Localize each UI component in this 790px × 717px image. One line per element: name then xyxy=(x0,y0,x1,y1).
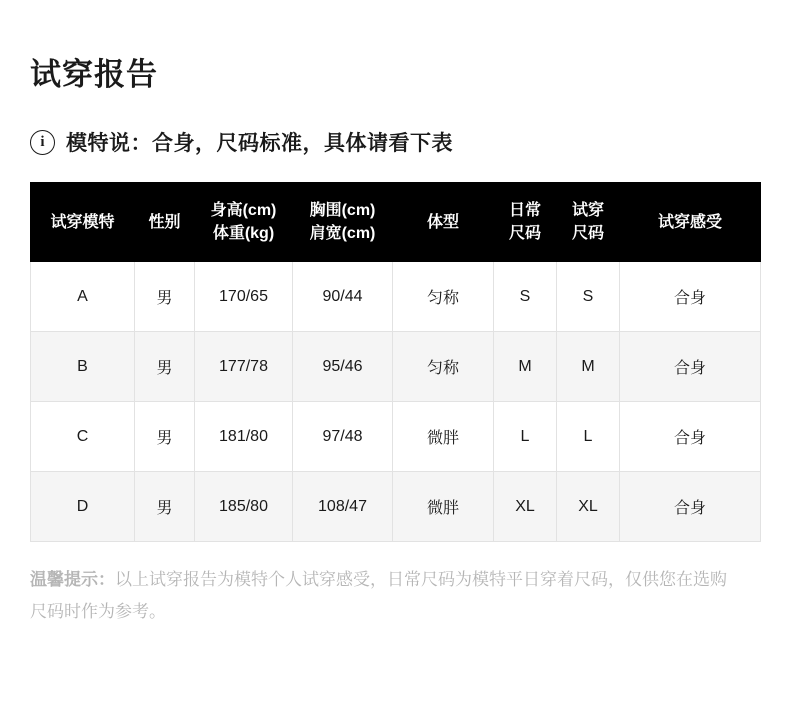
column-header-daily-size-line1: 日常 xyxy=(508,202,541,219)
column-header-chest-shoulder-line1: 胸围(cm) xyxy=(309,202,376,219)
cell-gender: 男 xyxy=(135,402,195,472)
column-header-daily-size xyxy=(494,183,557,262)
column-header-gender xyxy=(135,183,195,262)
model-note-label: 模特说：合身，尺码标准，具体请看下表 xyxy=(66,132,453,156)
cell-feeling: 合身 xyxy=(620,402,761,472)
table-header-row xyxy=(31,183,761,262)
cell-body-type: 微胖 xyxy=(393,472,494,542)
cell-body-type: 匀称 xyxy=(393,262,494,332)
page-title: 试穿报告 xyxy=(30,57,158,92)
column-header-fit-size xyxy=(557,183,620,262)
tips-note xyxy=(30,564,730,627)
column-header-fit-size-line1: 试穿 xyxy=(571,202,604,219)
column-header-height-weight-line2: 体重(kg) xyxy=(212,225,275,243)
model-note xyxy=(30,127,760,157)
cell-height-weight: 170/65 xyxy=(195,262,293,332)
cell-fit-size: S xyxy=(557,262,620,332)
column-header-daily-size-line2: 尺码 xyxy=(508,225,541,243)
cell-daily-size: XL xyxy=(494,472,557,542)
cell-fit-size: M xyxy=(557,332,620,402)
cell-chest-shoulder: 95/46 xyxy=(293,332,393,402)
table-row xyxy=(31,472,761,542)
cell-chest-shoulder: 108/47 xyxy=(293,472,393,542)
cell-model: B xyxy=(31,332,135,402)
cell-fit-size: XL xyxy=(557,472,620,542)
fit-report-table xyxy=(30,182,761,542)
cell-height-weight: 181/80 xyxy=(195,402,293,472)
column-header-height-weight-line1: 身高(cm) xyxy=(210,202,277,219)
column-header-feeling-line1: 试穿感受 xyxy=(657,213,722,231)
cell-feeling: 合身 xyxy=(620,262,761,332)
cell-feeling: 合身 xyxy=(620,472,761,542)
cell-daily-size: M xyxy=(494,332,557,402)
column-header-body-type xyxy=(393,183,494,262)
cell-model: A xyxy=(31,262,135,332)
cell-daily-size: S xyxy=(494,262,557,332)
cell-chest-shoulder: 90/44 xyxy=(293,262,393,332)
cell-model: D xyxy=(31,472,135,542)
table-row xyxy=(31,332,761,402)
column-header-fit-size-line2: 尺码 xyxy=(571,225,604,243)
column-header-height-weight xyxy=(195,183,293,262)
tips-label: 温馨提示： xyxy=(30,570,115,590)
column-header-body-type-line1: 体型 xyxy=(426,213,459,231)
table-row xyxy=(31,402,761,472)
column-header-model xyxy=(31,183,135,262)
cell-fit-size: L xyxy=(557,402,620,472)
cell-height-weight: 185/80 xyxy=(195,472,293,542)
cell-body-type: 微胖 xyxy=(393,402,494,472)
column-header-feeling xyxy=(620,183,761,262)
tips-text: 以上试穿报告为模特个人试穿感受，日常尺码为模特平日穿着尺码，仅供您在选购尺码时作为参考。 xyxy=(30,570,727,621)
cell-daily-size: L xyxy=(494,402,557,472)
info-icon: i xyxy=(30,130,55,155)
column-header-model-line1: 试穿模特 xyxy=(50,213,115,231)
cell-body-type: 匀称 xyxy=(393,332,494,402)
table-row xyxy=(31,262,761,332)
cell-height-weight: 177/78 xyxy=(195,332,293,402)
column-header-chest-shoulder xyxy=(293,183,393,262)
column-header-gender-line1: 性别 xyxy=(148,213,181,231)
cell-gender: 男 xyxy=(135,472,195,542)
column-header-chest-shoulder-line2: 肩宽(cm) xyxy=(309,225,376,243)
cell-chest-shoulder: 97/48 xyxy=(293,402,393,472)
cell-feeling: 合身 xyxy=(620,332,761,402)
cell-model: C xyxy=(31,402,135,472)
cell-gender: 男 xyxy=(135,262,195,332)
cell-gender: 男 xyxy=(135,332,195,402)
